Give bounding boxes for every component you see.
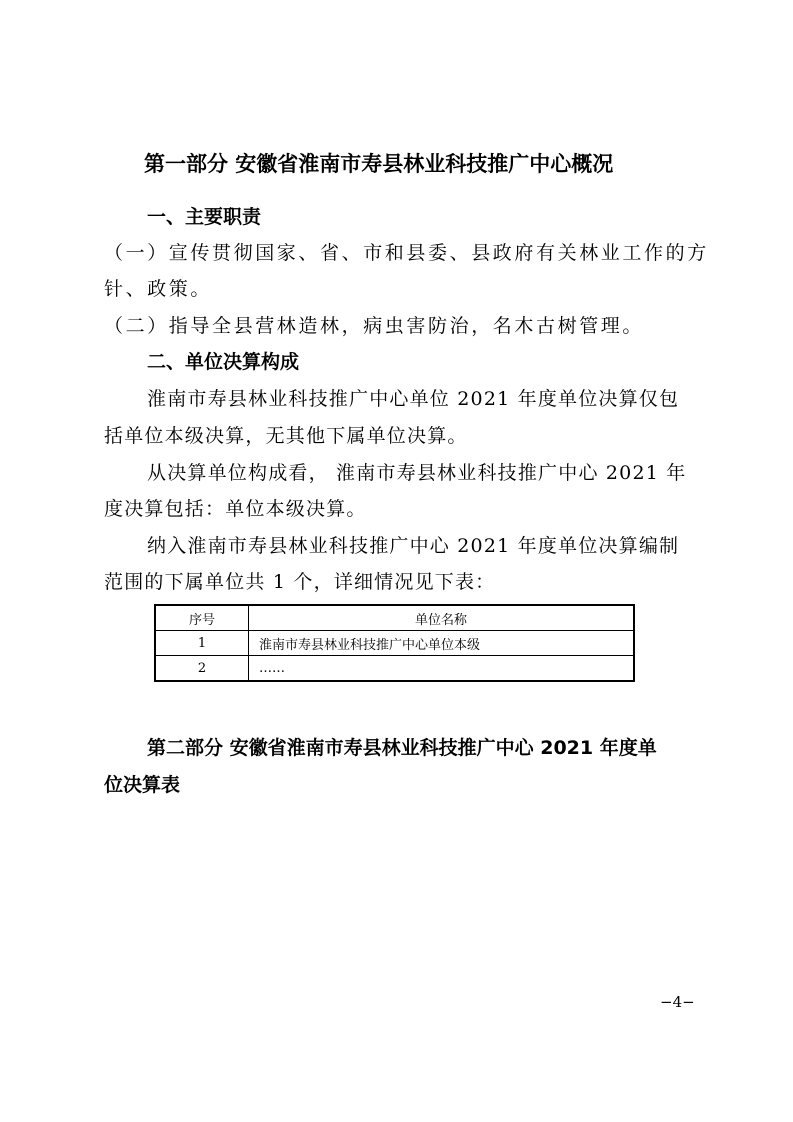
unit-table (154, 604, 635, 682)
table-row (155, 631, 634, 656)
row-unit-name: …… (249, 656, 635, 682)
row-index: 1 (155, 631, 249, 656)
row-index: 2 (155, 656, 249, 682)
para3-line2: 范围的下属单位共 1 个，详细情况见下表： (104, 571, 496, 593)
duty-1-line2: 针、政策。 (104, 278, 213, 300)
section1-heading: 一、主要职责 (147, 206, 262, 228)
table-header-row (155, 605, 634, 631)
para1-line2: 括单位本级决算，无其他下属单位决算。 (104, 425, 468, 447)
para1-line1: 淮南市寿县林业科技推广中心单位 2021 年度单位决算仅包 (147, 388, 680, 410)
para2-line2: 度决算包括：单位本级决算。 (104, 498, 367, 520)
part2-title-line1: 第二部分 安徽省淮南市寿县林业科技推广中心 2021 年度单 (147, 737, 657, 759)
header-unit-name: 单位名称 (249, 605, 635, 631)
duty-2-line1: （二）指导全县营林造林，病虫害防治，名木古树管理。 (104, 315, 645, 337)
para2-line1: 从决算单位构成看， 淮南市寿县林业科技推广中心 2021 年 (147, 462, 687, 484)
row-unit-name: 淮南市寿县林业科技推广中心单位本级 (249, 631, 635, 656)
page-number: −4− (660, 993, 695, 1011)
section2-heading: 二、单位决算构成 (147, 351, 300, 373)
duty-1-line1: （一）宣传贯彻国家、省、市和县委、县政府有关林业工作的方 (104, 242, 709, 264)
para3-line1: 纳入淮南市寿县林业科技推广中心 2021 年度单位决算编制 (147, 535, 680, 557)
table-row (155, 656, 634, 682)
part2-title-line2: 位决算表 (104, 774, 181, 796)
part1-title: 第一部分 安徽省淮南市寿县林业科技推广中心概况 (144, 152, 614, 176)
header-index: 序号 (155, 605, 249, 631)
